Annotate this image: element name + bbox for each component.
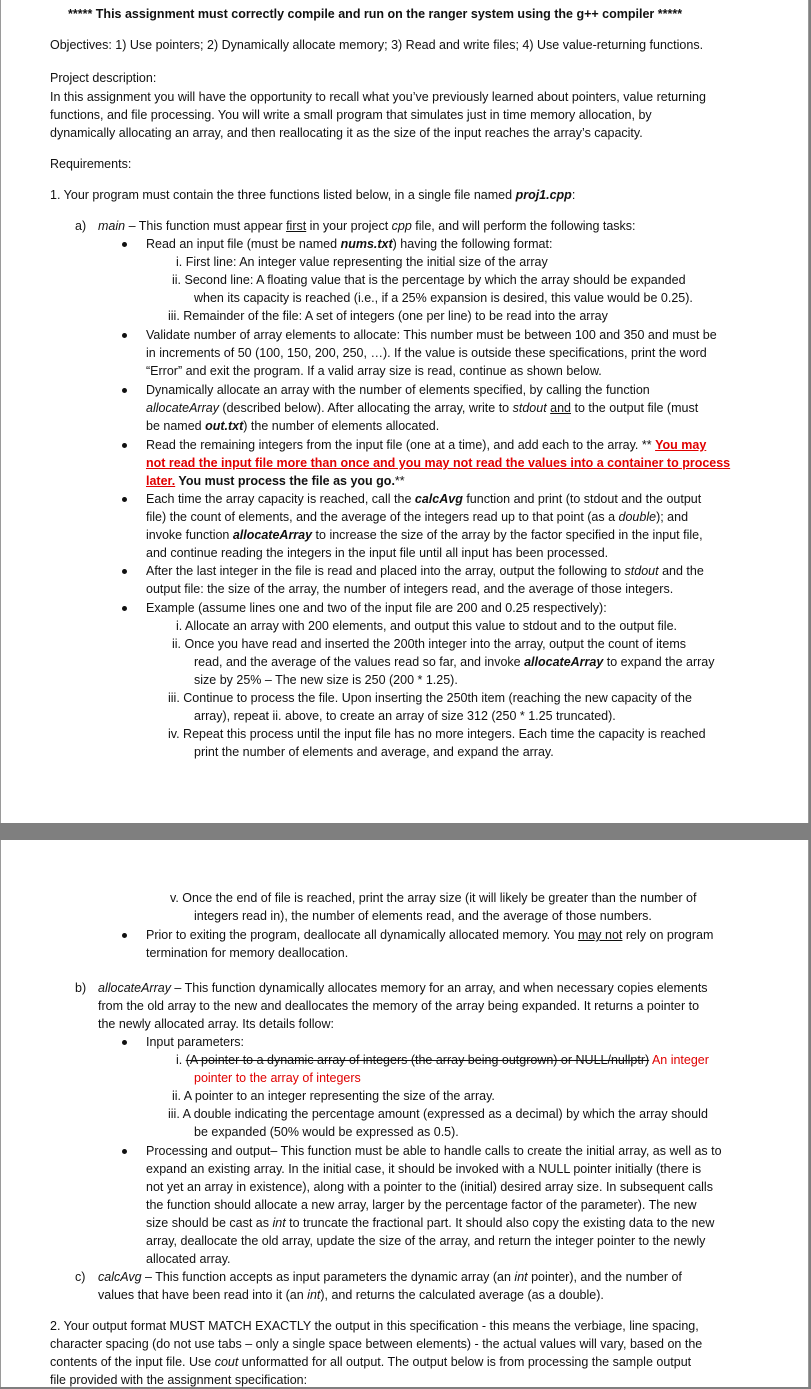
output-format-line: file provided with the assignment specification: — [50, 1373, 308, 1387]
param-ii: ii. A pointer to an integer representing the size of the array. — [172, 1089, 495, 1103]
allocate-array-desc: the newly allocated array. Its details follow: — [98, 1017, 334, 1031]
format-item-i: i. First line: An integer value representing the initial size of the array — [176, 255, 548, 269]
capacity-line: and continue reading the integers in the input file until all input has been processed. — [146, 546, 609, 560]
processing-line: array, deallocate the old array, update the size of the array, and return the integer pointer to the newly — [146, 1234, 706, 1248]
validate-line: in increments of 50 (100, 150, 200, 250, …). If the value is outside these specifications, print the word — [146, 346, 707, 360]
final-output-line: output file: the size of the array, the number of integers read, and the average of those integers. — [146, 582, 674, 596]
validate-line: “Error” and exit the program. If a valid array size is read, continue as shown below. — [146, 364, 602, 378]
allocate-line: Dynamically allocate an array with the number of elements specified, by calling the function — [146, 383, 650, 397]
read-once-warning: not read the input file more than once and you may not read the values into a container to process — [146, 456, 731, 470]
example-heading: Example (assume lines one and two of the input file are 200 and 0.25 respectively): — [146, 601, 607, 615]
format-item-iii: iii. Remainder of the file: A set of integers (one per line) to be read into the array — [168, 309, 608, 323]
processing-line: expand an existing array. In the initial case, it should be invoked with a NULL pointer initially (there is — [146, 1162, 702, 1176]
format-item-ii-cont: when its capacity is reached (i.e., if a 25% expansion is desired, this value would be 0.25). — [194, 291, 693, 305]
allocate-array-label: b) — [75, 981, 87, 995]
example-step-ii-cont: read, and the average of the values read so far, and invoke allocateArray to expand the array — [194, 655, 715, 669]
main-label: a) — [75, 219, 87, 233]
read-integers-line: later. You must process the file as you go.** — [146, 474, 405, 488]
requirements-heading: Requirements: — [50, 157, 132, 171]
processing-line: Processing and output– This function must be able to handle calls to create the initial array, as well as to — [146, 1144, 722, 1158]
bullet — [122, 443, 127, 448]
param-i: i. (A pointer to a dynamic array of integers (the array being outgrown) or NULL/nullptr) An integer — [176, 1053, 709, 1067]
bullet — [122, 388, 127, 393]
read-integers-line: Read the remaining integers from the input file (one at a time), and add each to the array. ** You may — [146, 438, 707, 452]
allocate-array-desc: from the old array to the new and deallocates the memory of the array being expanded. It returns a pointer to — [98, 999, 700, 1013]
param-i-cont: pointer to the array of integers — [194, 1071, 361, 1085]
output-format-line: character spacing (do not use tabs – only a single space between elements) - the actual values will vary, based on the — [50, 1337, 703, 1351]
bullet — [122, 497, 127, 502]
allocate-line: be named out.txt) the number of elements allocated. — [146, 419, 440, 433]
bullet — [122, 569, 127, 574]
example-step-v: v. Once the end of file is reached, print the array size (it will likely be greater than the number of — [170, 891, 697, 905]
processing-line: size should be cast as int to truncate the fractional part. It should also copy the existing data to the new — [146, 1216, 715, 1230]
param-iii-cont: be expanded (50% would be expressed as 0.5). — [194, 1125, 459, 1139]
bullet — [122, 606, 127, 611]
calc-avg-label: c) — [75, 1270, 86, 1284]
param-iii: iii. A double indicating the percentage amount (expressed as a decimal) by which the array should — [168, 1107, 708, 1121]
project-desc-line: functions, and file processing. You will write a small program that simulates just in time memory allocation, by — [50, 108, 652, 122]
requirement-1: 1. Your program must contain the three functions listed below, in a single file named proj1.cpp: — [50, 188, 576, 202]
project-desc-line: In this assignment you will have the opportunity to recall what you’ve previously learned about pointers, value returning — [50, 90, 706, 104]
project-desc-line: dynamically allocating an array, and then reallocating it as the size of the input reaches the array’s capacity. — [50, 126, 643, 140]
example-step-i: i. Allocate an array with 200 elements, and output this value to stdout and to the output file. — [176, 619, 678, 633]
example-step-ii: ii. Once you have read and inserted the 200th integer into the array, output the count of items — [172, 637, 686, 651]
capacity-line: file) the count of elements, and the average of the integers read up to that point (as a double); and — [146, 510, 689, 524]
output-format-line: contents of the input file. Use cout unformatted for all output. The output below is from processing the sample output — [50, 1355, 692, 1369]
format-item-ii: ii. Second line: A floating value that is the percentage by which the array should be expanded — [172, 273, 686, 287]
capacity-line: Each time the array capacity is reached, call the calcAvg function and print (to stdout and the output — [146, 492, 702, 506]
allocate-array-desc: allocateArray – This function dynamically allocates memory for an array, and when necessary copies elements — [98, 981, 708, 995]
bullet-read-input: Read an input file (must be named nums.txt) having the following format: — [146, 237, 553, 251]
processing-line: the function should allocate a new array, larger by the percentage factor of the parameter). The new — [146, 1198, 697, 1212]
main-function-desc: main – This function must appear first in your project cpp file, and will perform the following tasks: — [98, 219, 636, 233]
example-step-v-cont: integers read in), the number of elements read, and the average of those numbers. — [194, 909, 652, 923]
bullet — [122, 242, 127, 247]
capacity-line: invoke function allocateArray to increase the size of the array by the factor specified in the input file, — [146, 528, 703, 542]
bullet — [122, 333, 127, 338]
calc-avg-desc: values that have been read into it (an int), and returns the calculated average (as a double). — [98, 1288, 604, 1302]
objectives-line: Objectives: 1) Use pointers; 2) Dynamically allocate memory; 3) Read and write files; 4) Use value-returning functions. — [50, 38, 704, 52]
bullet — [122, 1149, 127, 1154]
project-heading: Project description: — [50, 71, 157, 85]
example-step-iii-cont: array), repeat ii. above, to create an array of size 312 (250 * 1.25 truncated). — [194, 709, 616, 723]
dealloc-line: Prior to exiting the program, deallocate all dynamically allocated memory. You may not rely on program — [146, 928, 714, 942]
bullet — [122, 933, 127, 938]
output-format-line: 2. Your output format MUST MATCH EXACTLY the output in this specification - this means the verbiage, line spacing, — [50, 1319, 699, 1333]
final-output-line: After the last integer in the file is read and placed into the array, output the following to stdout and the — [146, 564, 704, 578]
calc-avg-desc: calcAvg – This function accepts as input parameters the dynamic array (an int pointer), and the number of — [98, 1270, 682, 1284]
example-step-ii-cont: size by 25% – The new size is 250 (200 * 1.25). — [194, 673, 458, 687]
compile-banner: ***** This assignment must correctly compile and run on the ranger system using the g++ compiler ***** — [68, 7, 683, 21]
example-step-iii: iii. Continue to process the file. Upon inserting the 250th item (reaching the new capacity of the — [168, 691, 692, 705]
processing-line: allocated array. — [146, 1252, 231, 1266]
bullet — [122, 1040, 127, 1045]
allocate-line: allocateArray (described below). After allocating the array, write to stdout and to the output file (must — [146, 401, 699, 415]
dealloc-line: termination for memory deallocation. — [146, 946, 349, 960]
processing-line: not yet an array in existence), along with a pointer to the (initial) desired array size. In subsequent calls — [146, 1180, 713, 1194]
document-page-2 — [0, 840, 809, 1387]
validate-line: Validate number of array elements to allocate: This number must be between 100 and 350 and must be — [146, 328, 717, 342]
input-params-heading: Input parameters: — [146, 1035, 244, 1049]
example-step-iv: iv. Repeat this process until the input file has no more integers. Each time the capacity is reached — [168, 727, 706, 741]
example-step-iv-cont: print the number of elements and average, and expand the array. — [194, 745, 554, 759]
